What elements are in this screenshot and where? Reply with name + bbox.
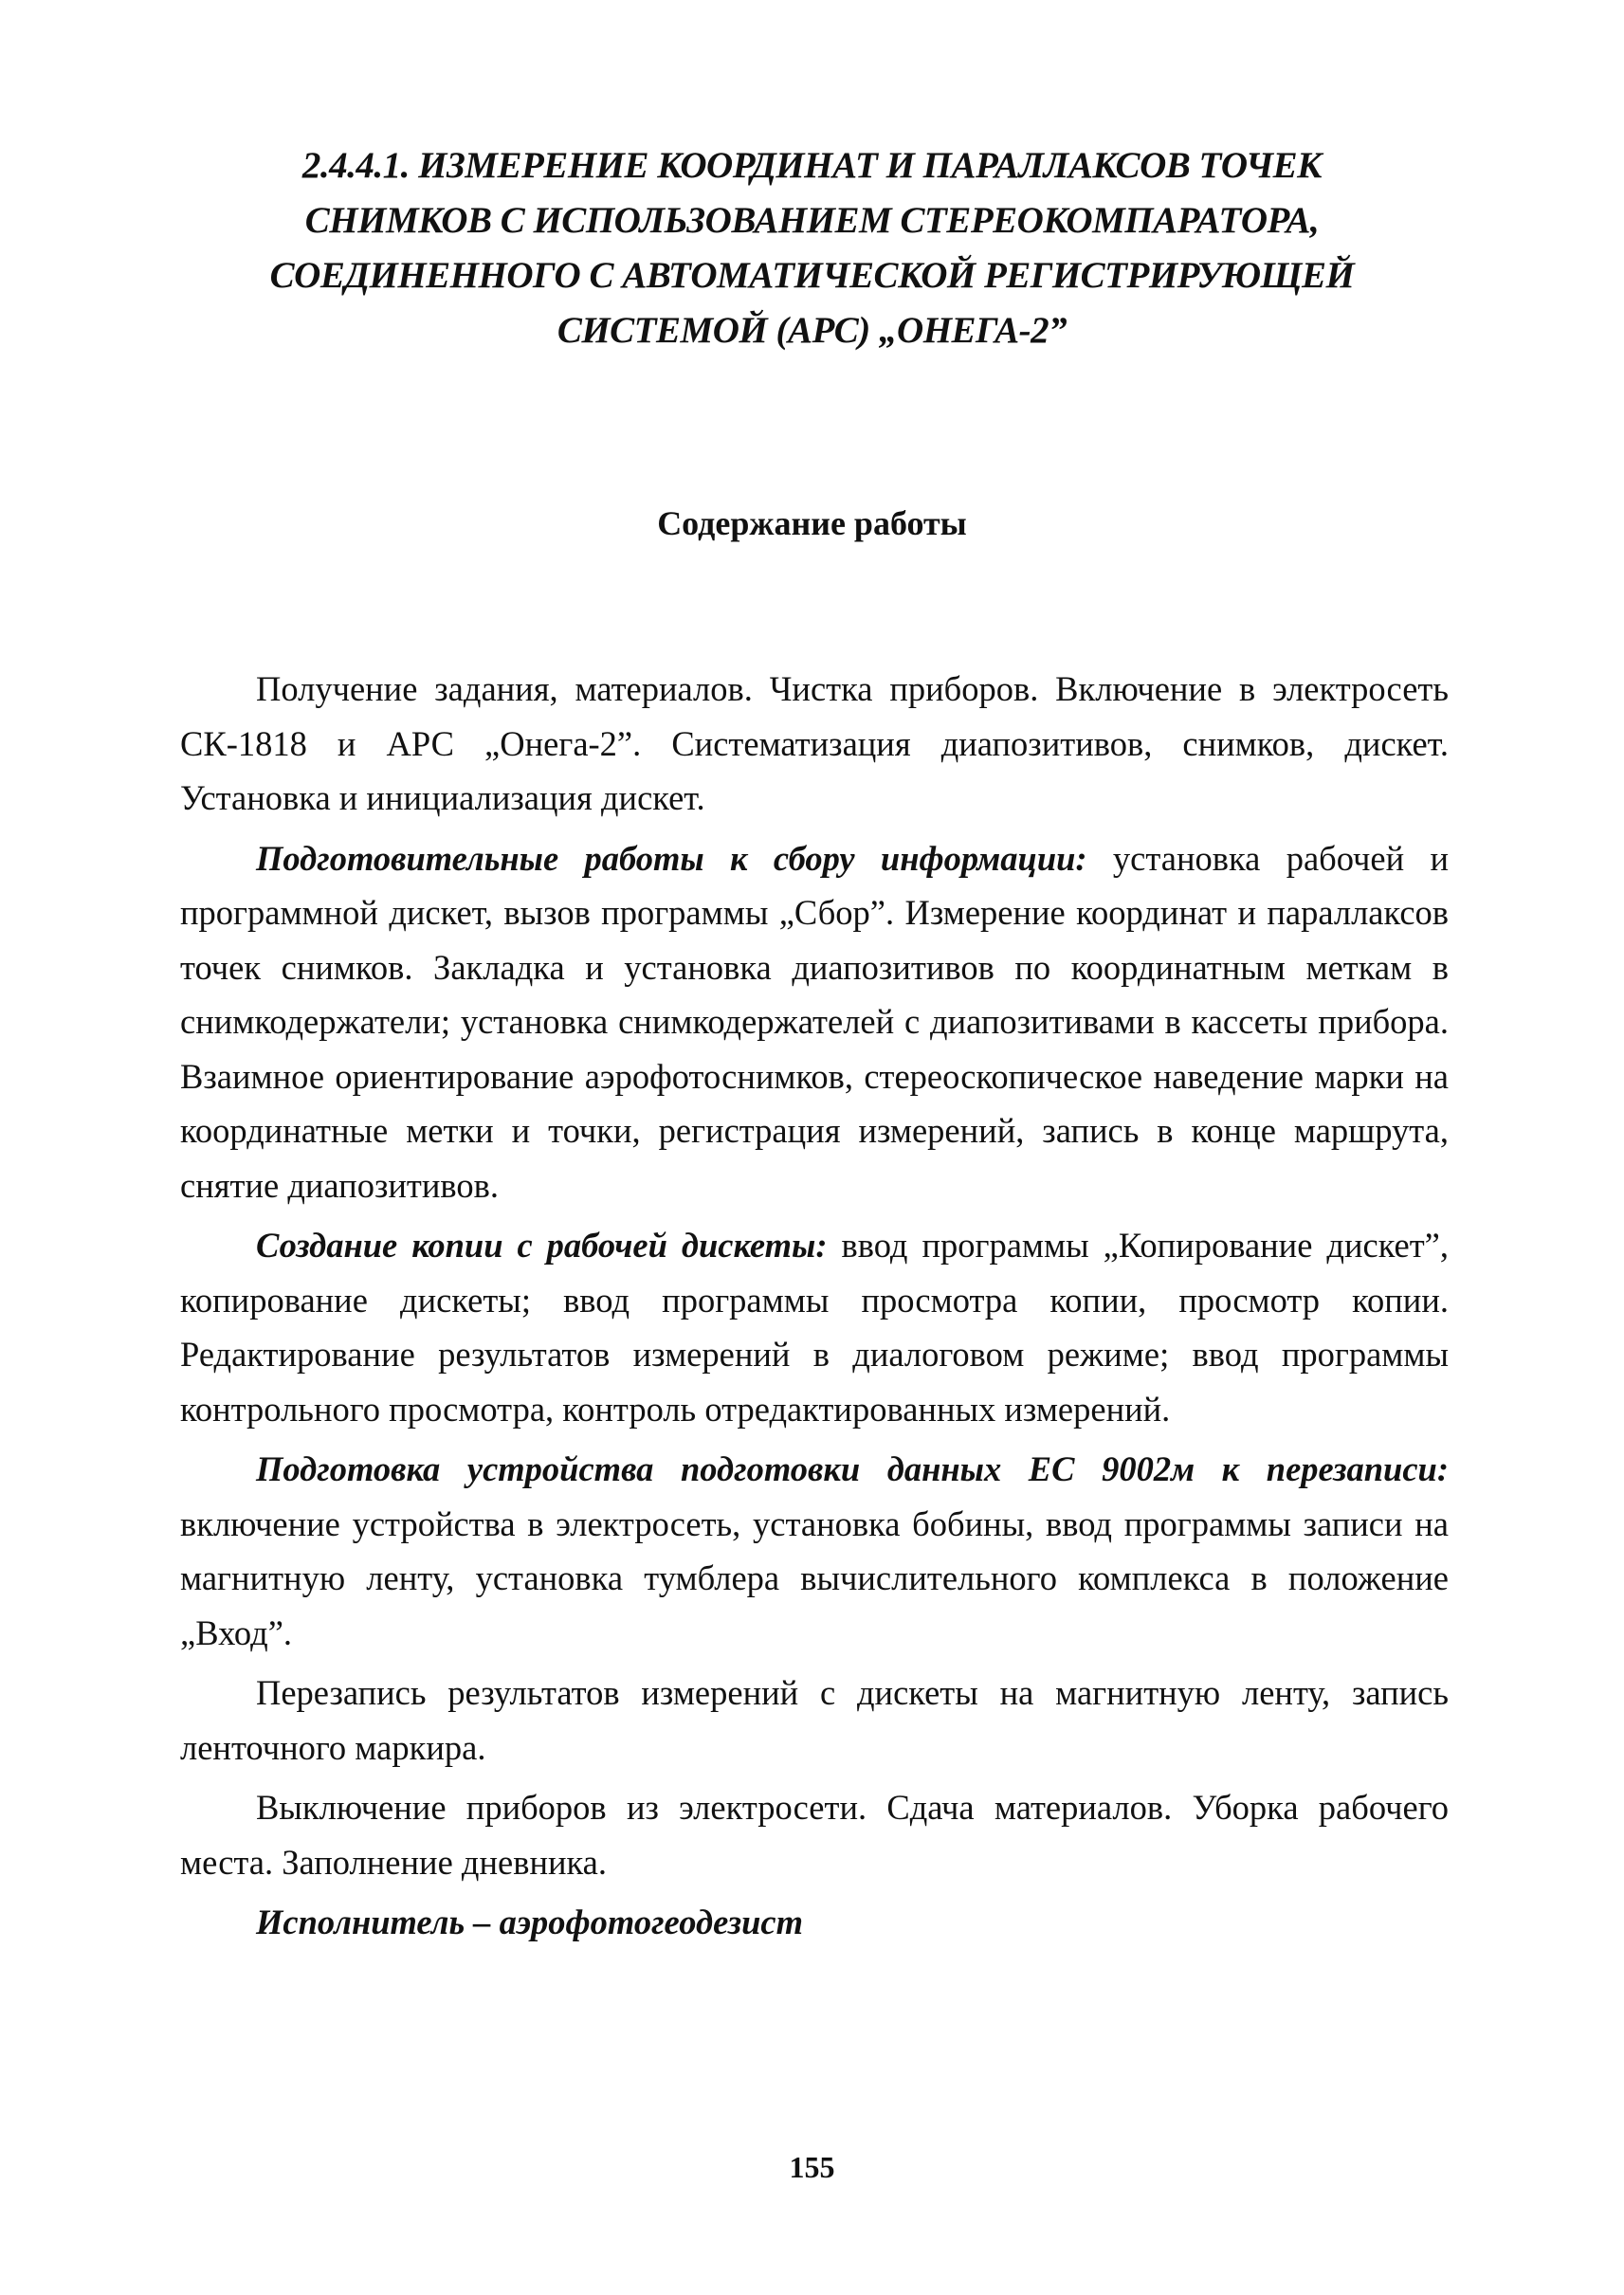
- paragraph-1: [180, 662, 1449, 826]
- paragraph-3-text: ввод программы „Копирование дискет”, копирование дискеты; ввод программы просмотра копии, просмотр копии. Редактирование результатов измерений в диалоговом режиме; ввод программы контрольного просмотра, контроль отредактированных измерений.: [180, 1226, 1450, 1429]
- paragraph-6-text: Выключение приборов из электросети. Сдача материалов. Уборка рабочего места. Заполнение дневника.: [180, 1788, 1449, 1882]
- title-line-2: СНИМКОВ С ИСПОЛЬЗОВАНИЕМ СТЕРЕОКОМПАРАТОРА,: [304, 200, 1320, 241]
- executor: Исполнитель – аэрофотогеодезист: [256, 1903, 803, 1941]
- paragraph-5-text: Перезапись результатов измерений с дискеты на магнитную ленту, запись ленточного маркира.: [180, 1673, 1449, 1767]
- paragraph-2-lead: Подготовительные работы к сбору информации:: [256, 838, 1087, 878]
- paragraph-3: [180, 1218, 1449, 1436]
- paragraph-2: [180, 831, 1449, 1213]
- section-title: [190, 138, 1434, 358]
- page-number: 155: [789, 2150, 835, 2184]
- title-line-1: 2.4.4.1. ИЗМЕРЕНИЕ КООРДИНАТ И ПАРАЛЛАКСОВ ТОЧЕК: [301, 145, 1323, 186]
- paragraph-4: [180, 1442, 1449, 1660]
- paragraph-2-text: установка рабочей и программной дискет, вызов программы „Сбор”. Измерение координат и параллаксов точек снимков. Закладка и установка диапозитивов по координатным меткам в снимкодержатели; установка снимкодержателей с диапозитивами в кассеты прибора. Взаимное ориентирование аэрофотоснимков, стереоскопическое наведение марки на координатные метки и точки, регистрация измерений, запись в конце маршрута, снятие диапозитивов.: [180, 838, 1449, 1205]
- paragraph-5: [180, 1666, 1449, 1775]
- subtitle: Содержание работы: [657, 504, 967, 542]
- paragraph-3-lead: Создание копии с рабочей дискеты:: [256, 1226, 828, 1265]
- executor-line: [180, 1895, 1449, 1950]
- body-text: [180, 662, 1449, 1950]
- title-line-3: СОЕДИНЕННОГО С АВТОМАТИЧЕСКОЙ РЕГИСТРИРУЮЩЕЙ: [269, 255, 1355, 296]
- paragraph-4-lead: Подготовка устройства подготовки данных ЕС 9002м к перезаписи:: [256, 1449, 1449, 1488]
- title-line-4: СИСТЕМОЙ (АРС) „ОНЕГА-2”: [557, 310, 1067, 351]
- paragraph-6: [180, 1780, 1449, 1889]
- paragraph-1-text: Получение задания, материалов. Чистка приборов. Включение в электросеть СК-1818 и АРС „Онега-2”. Систематизация диапозитивов, снимков, дискет. Установка и инициализация дискет.: [180, 669, 1449, 817]
- paragraph-4-text: включение устройства в электросеть, установка бобины, ввод программы записи на магнитную ленту, установка тумблера вычислительного комплекса в положение „Вход”.: [180, 1503, 1449, 1652]
